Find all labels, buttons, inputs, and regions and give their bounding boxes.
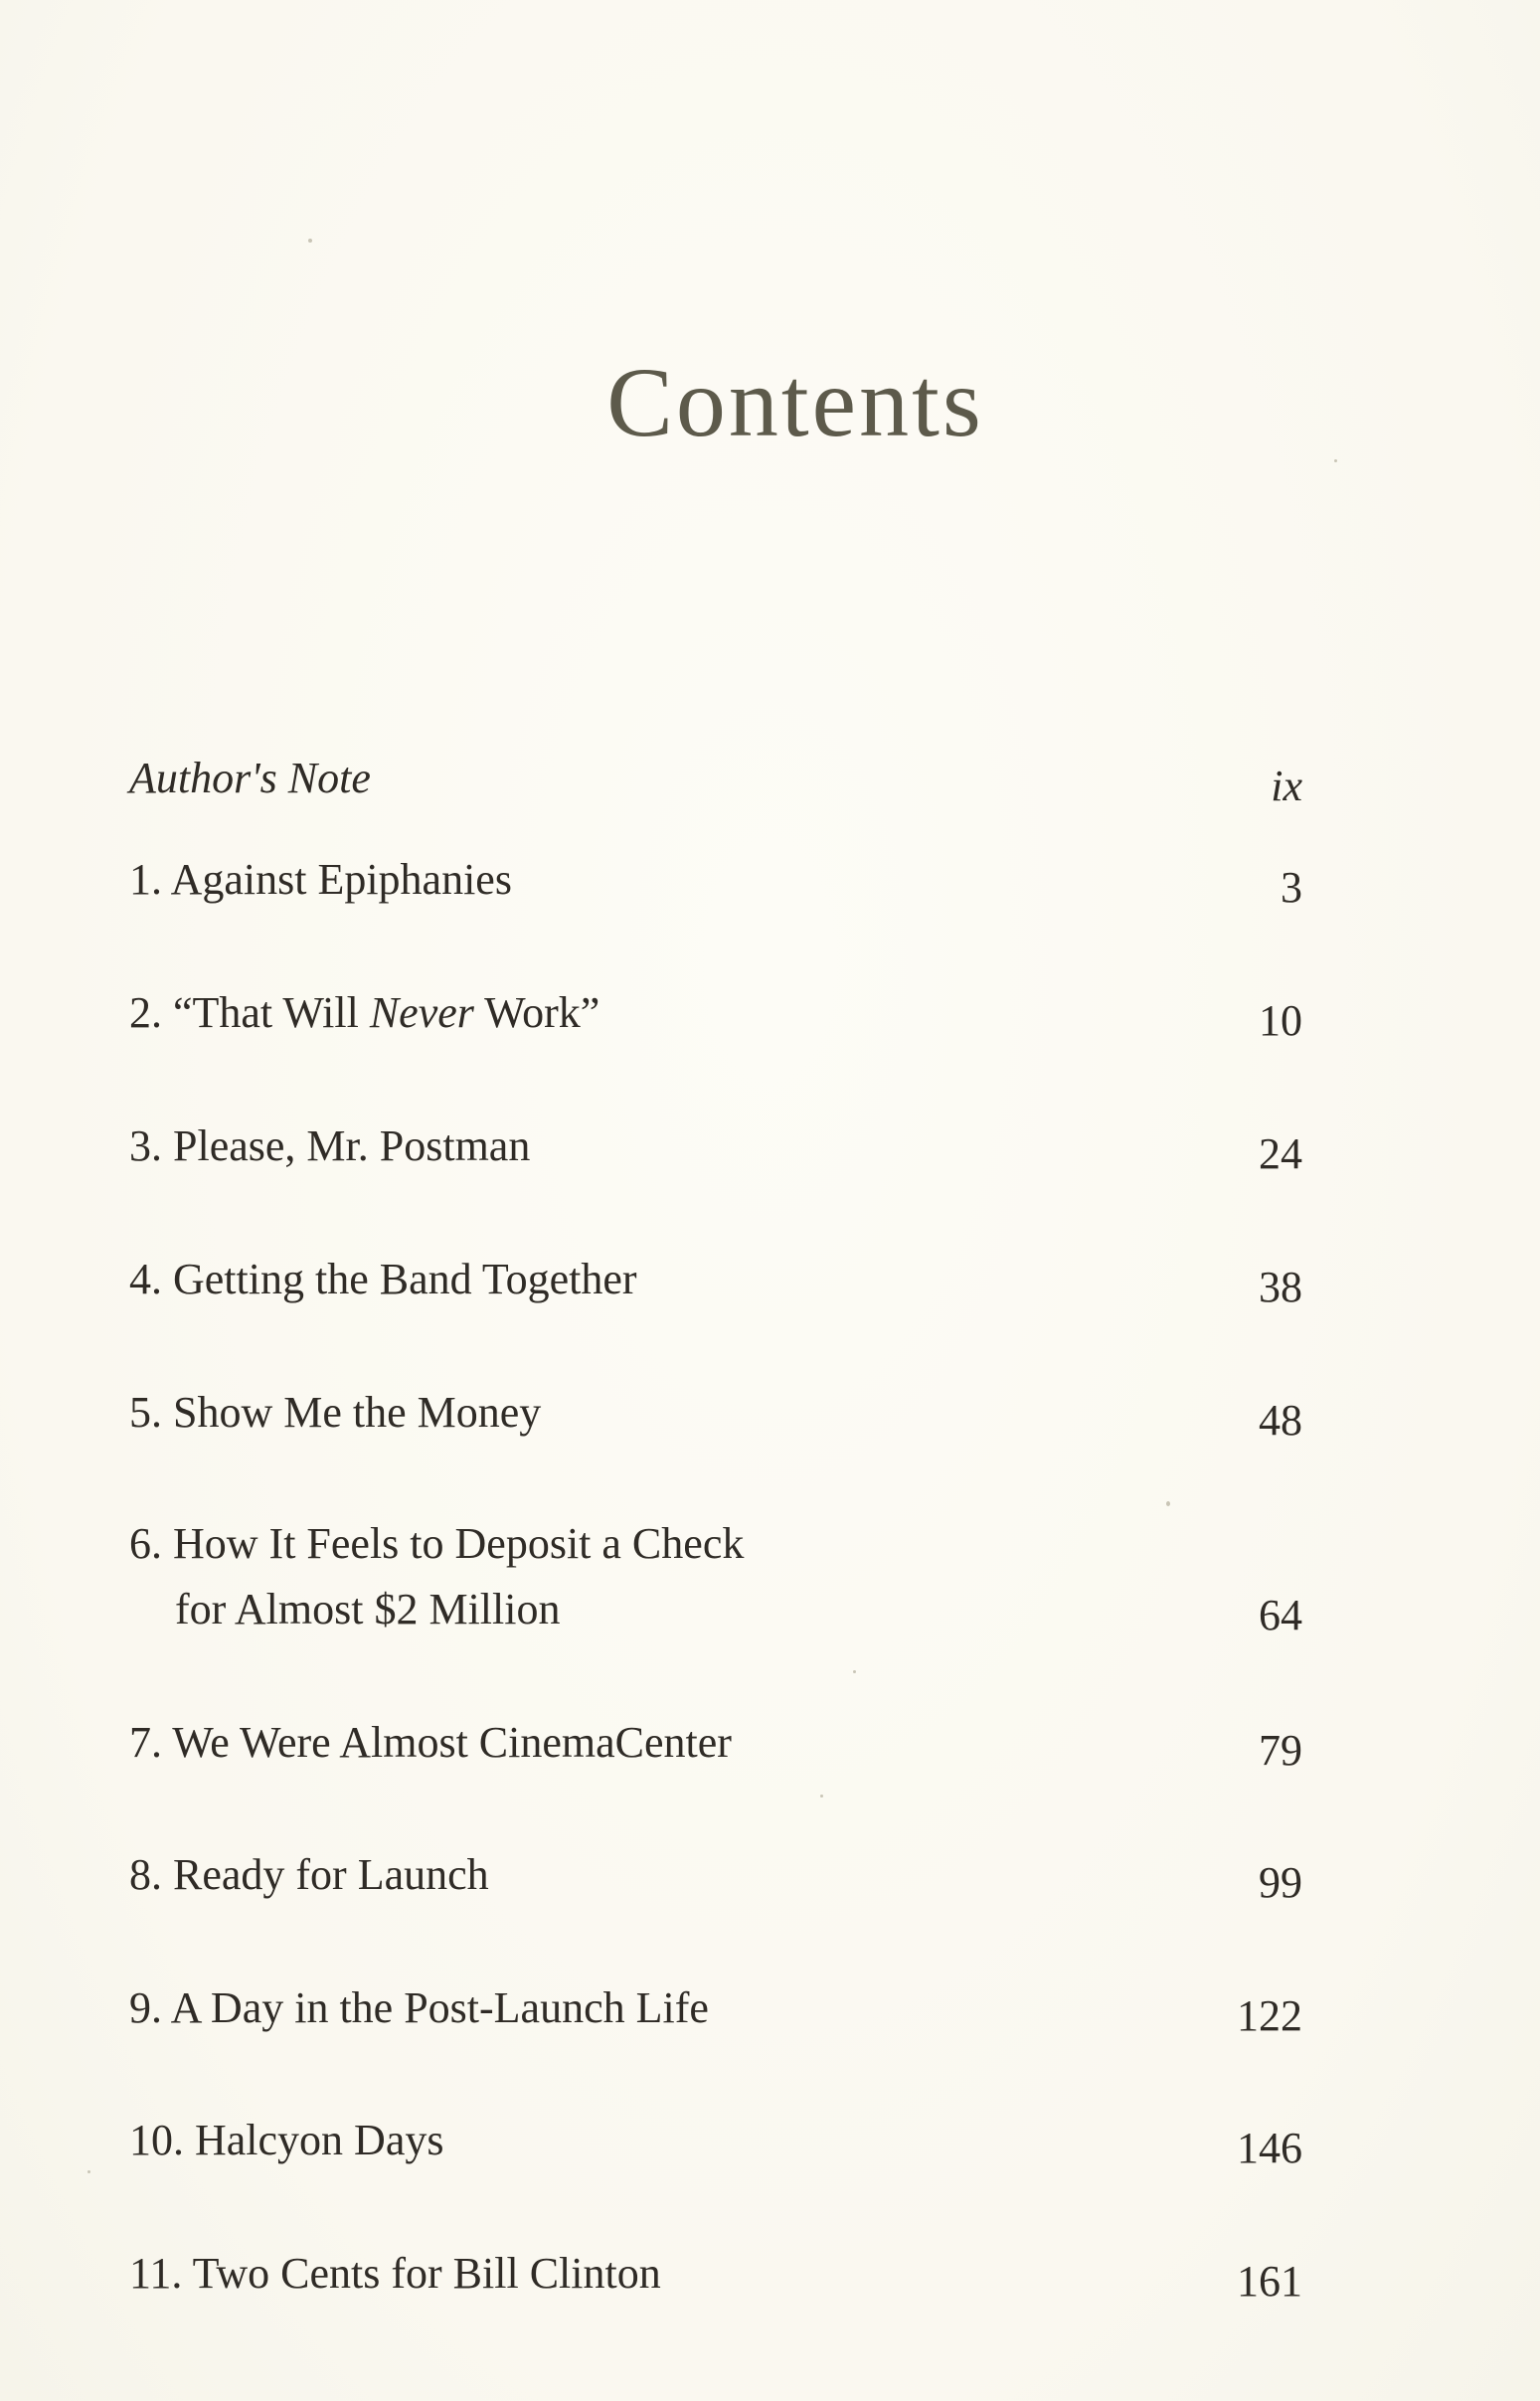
toc-entry-page: ix — [1271, 762, 1302, 810]
scan-speck — [820, 1795, 823, 1798]
toc-entry-label: 10. Halcyon Days — [129, 2116, 444, 2164]
toc-entry-label-line1: 6. How It Feels to Deposit a Check — [129, 1519, 745, 1568]
toc-entry-page: 146 — [1237, 2124, 1302, 2172]
toc-entry-page: 48 — [1259, 1396, 1302, 1445]
toc-entry-label — [129, 980, 599, 1046]
toc-entry-label: 8. Ready for Launch — [129, 1850, 489, 1899]
toc-entry-label: 7. We Were Almost CinemaCenter — [129, 1718, 732, 1767]
scan-speck — [1334, 459, 1337, 462]
toc-entry-label: 3. Please, Mr. Postman — [129, 1121, 531, 1170]
toc-entry-label-start: 2. “That Will — [129, 988, 370, 1037]
toc-entry-page: 10 — [1259, 996, 1302, 1045]
toc-entry-page: 79 — [1259, 1726, 1302, 1775]
toc-entry-label: 1. Against Epiphanies — [129, 855, 512, 904]
toc-entry-page: 99 — [1259, 1858, 1302, 1907]
toc-entry-label: 11. Two Cents for Bill Clinton — [129, 2249, 661, 2298]
scan-speck — [87, 2170, 90, 2173]
toc-entry-label-emphasis: Never — [369, 988, 474, 1037]
toc-entry-label-end: Work” — [473, 988, 600, 1037]
scan-speck — [1166, 1501, 1170, 1506]
scan-speck — [308, 239, 312, 243]
toc-entry-page: 122 — [1237, 1991, 1302, 2040]
page-title: Contents — [606, 347, 984, 457]
toc-entry-page: 161 — [1237, 2257, 1302, 2306]
toc-entry-page: 24 — [1259, 1129, 1302, 1178]
toc-entry-label: 9. A Day in the Post-Launch Life — [129, 1983, 709, 2032]
toc-entry-label: Author's Note — [129, 754, 371, 802]
toc-entry-label: 5. Show Me the Money — [129, 1388, 542, 1437]
toc-entry-label: 4. Getting the Band Together — [129, 1255, 637, 1303]
toc-entry-page: 3 — [1281, 863, 1302, 912]
toc-entry-page: 64 — [1259, 1591, 1302, 1639]
toc-entry-label-line2: for Almost $2 Million — [175, 1585, 561, 1633]
toc-entry-label — [129, 1511, 744, 1642]
toc-entry-page: 38 — [1259, 1263, 1302, 1311]
scan-speck — [853, 1670, 856, 1673]
